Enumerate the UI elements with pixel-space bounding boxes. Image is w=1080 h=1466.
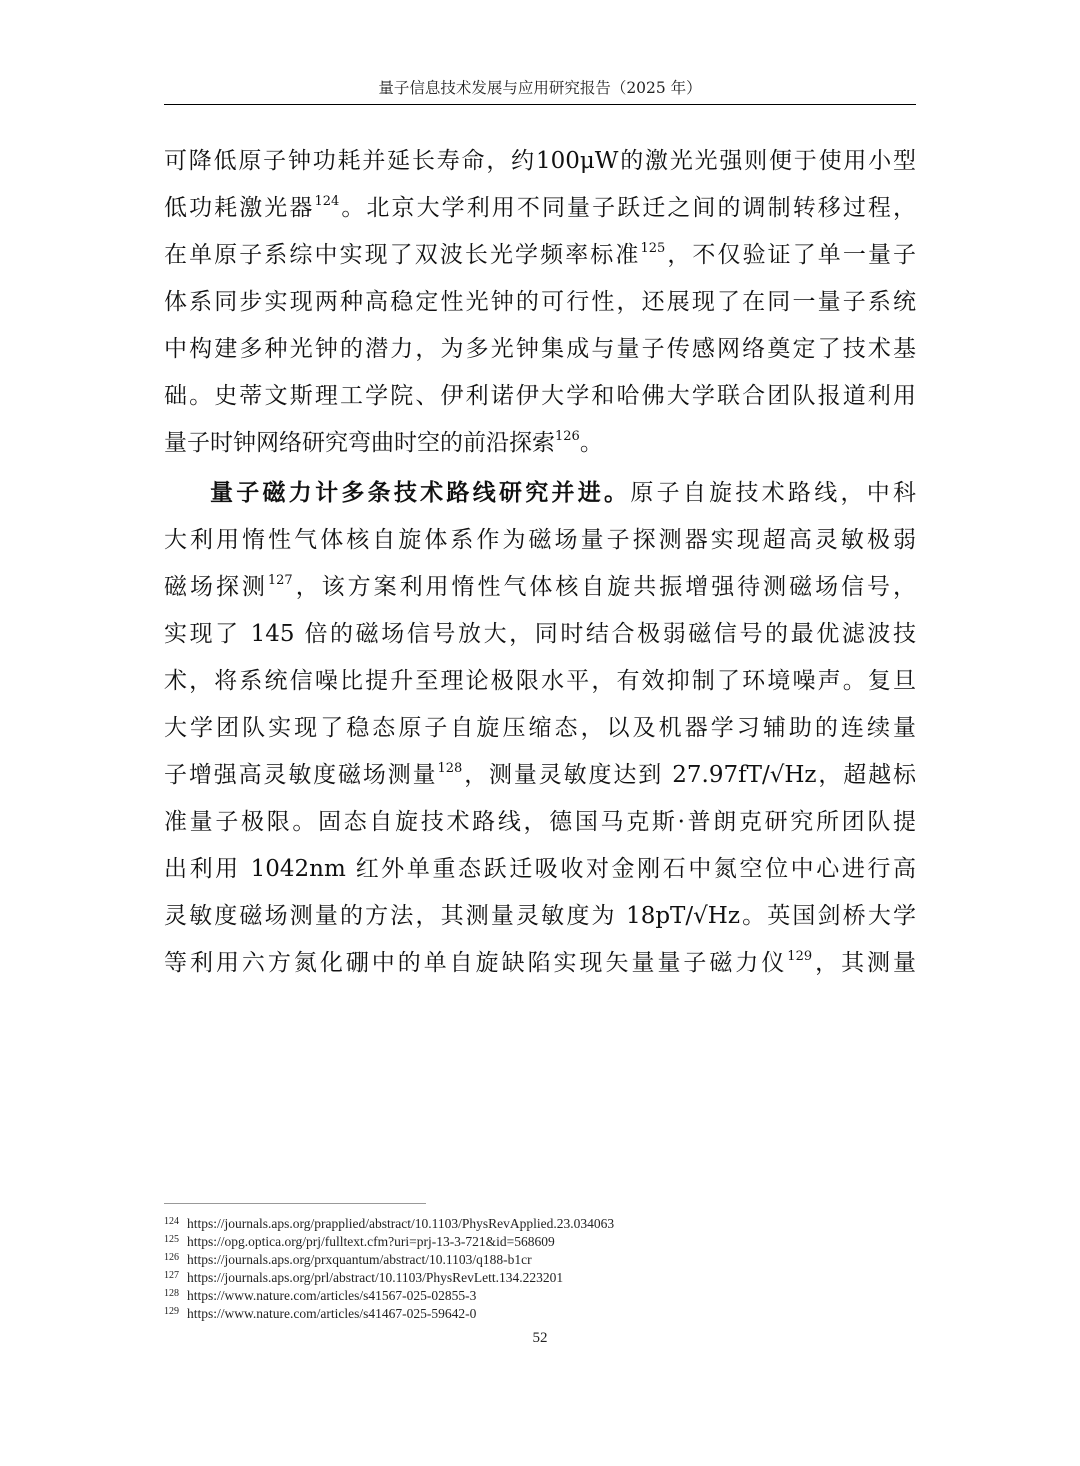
- text-line: 灵敏度磁场测量的方法，其测量灵敏度为 18pT/√Hz。英国剑桥大学: [164, 903, 916, 929]
- header-divider: [164, 104, 916, 105]
- text-line: 术，将系统信噪比提升至理论极限水平，有效抑制了环境噪声。复旦: [164, 668, 916, 694]
- footnote-link[interactable]: https://www.nature.com/articles/s41467-025-59642-0: [187, 1306, 477, 1321]
- paragraph-heading: 量子磁力计多条技术路线研究并进。: [210, 479, 631, 506]
- footnote-item: $^{125}$ https://opg.optica.org/prj/fulltext.cfm?uri=prj-13-3-721&id=568609: [164, 1234, 555, 1249]
- text-line: 中构建多种光钟的潜力，为多光钟集成与量子传感网络奠定了技术基: [164, 336, 916, 362]
- footnote-ref: 129: [787, 949, 813, 964]
- footnote-link[interactable]: https://journals.aps.org/prxquantum/abstract/10.1103/q188-b1cr: [187, 1252, 532, 1267]
- text-line: 实现了 145 倍的磁场信号放大，同时结合极弱磁信号的最优滤波技: [164, 621, 916, 647]
- text-line: 在单原子系综中实现了双波长光学频率标准$^{125}$，不仅验证了单一量子: [164, 241, 917, 268]
- footnotes: [164, 1214, 916, 1322]
- footnote-link[interactable]: https://opg.optica.org/prj/fulltext.cfm?uri=prj-13-3-721&id=568609: [187, 1234, 555, 1249]
- text-line: 磁场探测$^{127}$，该方案利用惰性气体核自旋共振增强待测磁场信号，: [164, 573, 917, 600]
- text-line: 准量子极限。固态自旋技术路线，德国马克斯·普朗克研究所团队提: [164, 809, 916, 835]
- footnote-ref: 127: [267, 573, 293, 588]
- text-line: 出利用 1042nm 红外单重态跃迁吸收对金刚石中氮空位中心进行高: [164, 856, 916, 882]
- text-line: 大利用惰性气体核自旋体系作为磁场量子探测器实现超高灵敏极弱: [164, 527, 916, 553]
- footnote-item: $^{128}$ https://www.nature.com/articles/s41567-025-02855-3: [164, 1288, 477, 1303]
- footnote-divider: [164, 1203, 426, 1204]
- text-line: 低功耗激光器$^{124}$。北京大学利用不同量子跃迁之间的调制转移过程，: [164, 194, 917, 221]
- footnote-item: $^{129}$ https://www.nature.com/articles/s41467-025-59642-0: [164, 1306, 477, 1321]
- text-line: 等利用六方氮化硼中的单自旋缺陷实现矢量量子磁力仪$^{129}$，其测量: [164, 949, 917, 976]
- footnote-ref: 128: [437, 761, 463, 776]
- footnote-link[interactable]: https://www.nature.com/articles/s41567-025-02855-3: [187, 1288, 477, 1303]
- body-text: [164, 138, 916, 987]
- text-line: 可降低原子钟功耗并延长寿命，约100μW的激光光强则便于使用小型: [164, 148, 916, 174]
- footnote-ref: 125: [640, 241, 666, 256]
- footnote-ref: 126: [555, 429, 580, 444]
- text-line: 量子时钟网络研究弯曲时空的前沿探索$^{126}$。: [164, 429, 603, 456]
- text-line: 体系同步实现两种高稳定性光钟的可行性，还展现了在同一量子系统: [164, 289, 916, 315]
- footnote-ref: 124: [314, 194, 340, 209]
- footnote-item: $^{124}$ https://journals.aps.org/prapplied/abstract/10.1103/PhysRevApplied.23.034063: [164, 1216, 615, 1231]
- footnote-item: $^{126}$ https://journals.aps.org/prxquantum/abstract/10.1103/q188-b1cr: [164, 1252, 532, 1267]
- text-line: 子增强高灵敏度磁场测量$^{128}$，测量灵敏度达到 27.97fT/√Hz，超越标: [164, 761, 917, 788]
- page-number: 52: [532, 1330, 548, 1346]
- paragraph-clocks: [164, 138, 916, 467]
- footnote-item: $^{127}$ https://journals.aps.org/prl/abstract/10.1103/PhysRevLett.134.223201: [164, 1270, 564, 1285]
- text-line: 量子磁力计多条技术路线研究并进。原子自旋技术路线，中科: [210, 479, 917, 506]
- text-line: 础。史蒂文斯理工学院、伊利诺伊大学和哈佛大学联合团队报道利用: [164, 383, 916, 409]
- text-line: 大学团队实现了稳态原子自旋压缩态，以及机器学习辅助的连续量: [164, 715, 916, 741]
- footnote-link[interactable]: https://journals.aps.org/prapplied/abstract/10.1103/PhysRevApplied.23.034063: [187, 1216, 615, 1231]
- paragraph-magnetometers: [164, 469, 916, 987]
- running-header: 量子信息技术发展与应用研究报告（2025 年）: [378, 79, 702, 97]
- footnote-link[interactable]: https://journals.aps.org/prl/abstract/10.1103/PhysRevLett.134.223201: [187, 1270, 564, 1285]
